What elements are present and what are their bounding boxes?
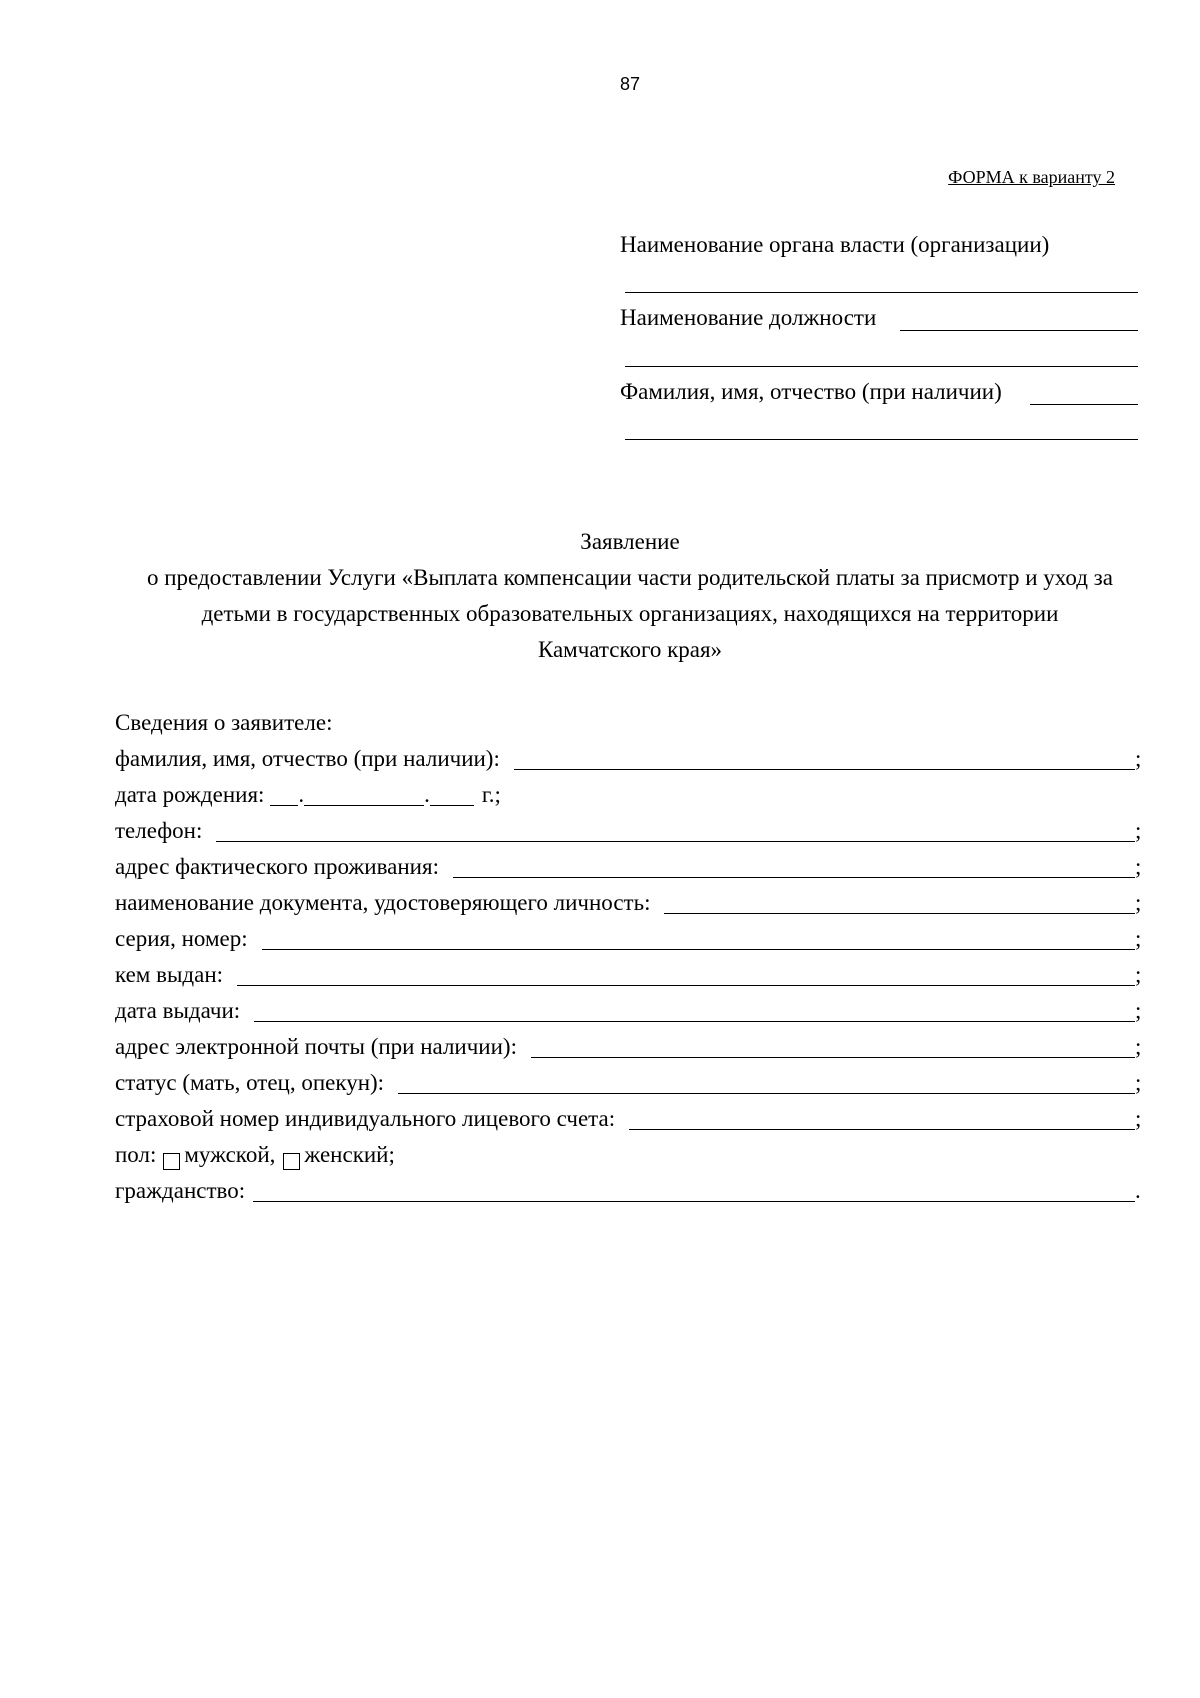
address-terminator: ;	[1135, 854, 1142, 879]
full-name-terminator: ;	[1135, 746, 1142, 771]
position-name-line-2[interactable]	[625, 366, 1138, 367]
authority-name-label: Наименование органа власти (организации)	[620, 232, 1050, 257]
title-line-1: о предоставлении Услуги «Выплата компенсации части родительской платы за присмотр и уход за	[147, 565, 1113, 590]
citizenship-terminator: .	[1135, 1178, 1141, 1203]
gender-female-checkbox[interactable]	[283, 1153, 300, 1170]
status-field[interactable]	[398, 1071, 1135, 1094]
email-terminator: ;	[1135, 1034, 1142, 1059]
email-label: адрес электронной почты (при наличии):	[115, 1034, 517, 1059]
title-line-2: детьми в государственных образовательных организациях, находящихся на территории	[201, 601, 1059, 626]
series-number-label: серия, номер:	[115, 926, 248, 951]
citizenship-row	[115, 1170, 1145, 1206]
full-name-field[interactable]	[514, 747, 1135, 770]
gender-female-label: женский;	[304, 1142, 395, 1167]
authority-name-line[interactable]	[625, 292, 1138, 293]
page-number: 87	[619, 74, 641, 94]
id-document-terminator: ;	[1135, 890, 1142, 915]
snils-row	[115, 1098, 1145, 1134]
status-row	[115, 1062, 1145, 1098]
birth-year-suffix: г.;	[481, 782, 501, 807]
issue-date-terminator: ;	[1135, 998, 1142, 1023]
full-name-row	[115, 738, 1145, 774]
issue-date-row	[115, 990, 1145, 1026]
address-label: адрес фактического проживания:	[115, 854, 439, 879]
id-document-row	[115, 882, 1145, 918]
snils-field[interactable]	[629, 1107, 1135, 1130]
birth-date-label: дата рождения:	[115, 782, 265, 807]
series-number-terminator: ;	[1135, 926, 1142, 951]
official-full-name-label: Фамилия, имя, отчество (при наличии)	[620, 379, 1002, 404]
address-row	[115, 846, 1145, 882]
applicant-section-label: Сведения о заявителе:	[115, 710, 333, 735]
birth-year-field[interactable]	[430, 785, 474, 806]
title-line-3: Камчатского края»	[537, 637, 723, 662]
section-label-row	[115, 702, 1145, 738]
birth-month-field[interactable]	[304, 785, 424, 806]
citizenship-field[interactable]	[253, 1179, 1135, 1202]
form-variant-label: ФОРМА к варианту 2	[948, 167, 1115, 187]
id-document-field[interactable]	[664, 891, 1135, 914]
id-document-label: наименование документа, удостоверяющего личность:	[115, 890, 651, 915]
full-name-label: фамилия, имя, отчество (при наличии):	[115, 746, 500, 771]
email-field[interactable]	[531, 1035, 1135, 1058]
gender-male-label: мужской,	[184, 1142, 276, 1167]
official-full-name-line[interactable]	[1030, 404, 1138, 405]
snils-terminator: ;	[1135, 1106, 1142, 1131]
email-row	[115, 1026, 1145, 1062]
citizenship-label: гражданство:	[115, 1178, 246, 1203]
title-heading: Заявление	[580, 529, 680, 554]
series-number-field[interactable]	[262, 927, 1135, 950]
birth-date-row: дата рождения: . . г.;	[115, 774, 1145, 810]
issued-by-label: кем выдан:	[115, 962, 224, 987]
gender-row	[115, 1134, 1145, 1170]
gender-label: пол:	[115, 1142, 157, 1167]
issued-by-field[interactable]	[237, 963, 1135, 986]
issued-by-row	[115, 954, 1145, 990]
status-terminator: ;	[1135, 1070, 1142, 1095]
application-title	[110, 524, 1150, 668]
gender-male-checkbox[interactable]	[163, 1153, 180, 1170]
issued-by-terminator: ;	[1135, 962, 1142, 987]
birth-day-field[interactable]	[270, 785, 298, 806]
official-full-name-line-2[interactable]	[625, 439, 1138, 440]
snils-label: страховой номер индивидуального лицевого счета:	[115, 1106, 616, 1131]
phone-field[interactable]	[216, 819, 1135, 842]
phone-terminator: ;	[1135, 818, 1142, 843]
phone-label: телефон:	[115, 818, 203, 843]
status-label: статус (мать, отец, опекун):	[115, 1070, 385, 1095]
applicant-info-section	[115, 702, 1145, 1206]
phone-row	[115, 810, 1145, 846]
address-field[interactable]	[453, 855, 1135, 878]
issue-date-label: дата выдачи:	[115, 998, 241, 1023]
issue-date-field[interactable]	[254, 999, 1135, 1022]
position-name-line[interactable]	[900, 330, 1138, 331]
position-name-label: Наименование должности	[620, 305, 877, 330]
series-number-row	[115, 918, 1145, 954]
